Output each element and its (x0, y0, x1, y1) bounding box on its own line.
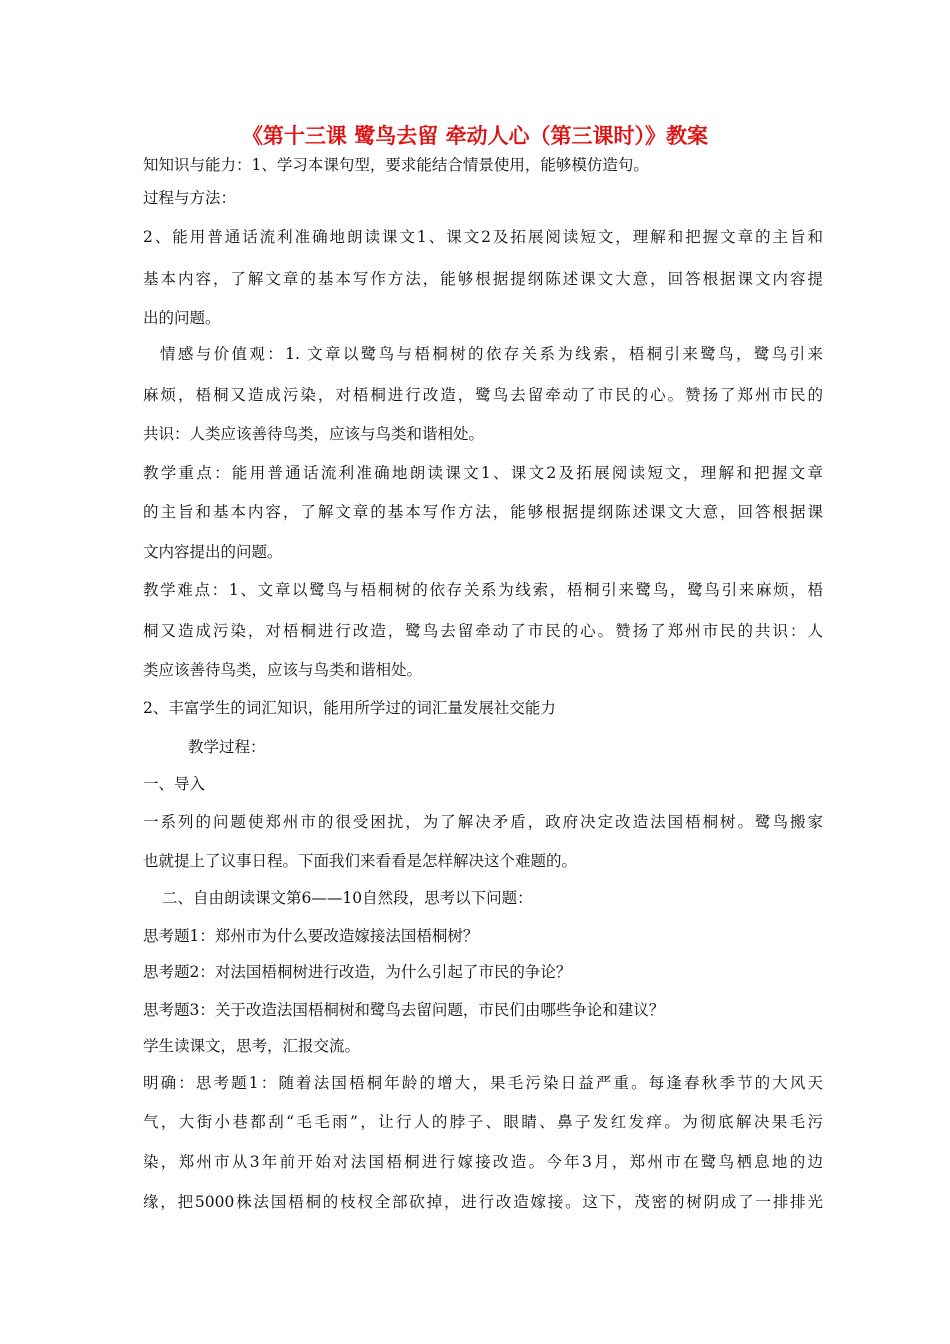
paragraph-line: 思考题3：关于改造法国梧桐树和鹭鸟去留问题，市民们由哪些争论和建议？ (143, 1001, 665, 1019)
paragraph-line: 也就提上了议事日程。下面我们来看看是怎样解决这个难题的。 (143, 852, 578, 870)
paragraph-line: 一、导入 (143, 775, 206, 793)
paragraph-line: 教学难点：1、文章以鹭鸟与梧桐树的依存关系为线索，梧桐引来鹭鸟，鹭鸟引来麻烦，梧 (143, 581, 823, 599)
paragraph-line: 共识：人类应该善待鸟类，应该与鸟类和谐相处。 (143, 425, 485, 443)
paragraph-line: 出的问题。 (143, 309, 221, 327)
paragraph-line: 2、能用普通话流利准确地朗读课文1、课文2及拓展阅读短文，理解和把握文章的主旨和 (143, 228, 823, 246)
paragraph-line: 类应该善待鸟类，应该与鸟类和谐相处。 (143, 661, 423, 679)
paragraph-line: 二、自由朗读课文第6——10自然段，思考以下问题： (162, 889, 533, 907)
paragraph-line: 一系列的问题使郑州市的很受困扰，为了解决矛盾，政府决定改造法国梧桐树。鹭鸟搬家 (143, 813, 823, 831)
paragraph-line: 的主旨和基本内容，了解文章的基本写作方法，能够根据提纲陈述课文大意，回答根据课 (143, 503, 823, 521)
paragraph-line: 2、丰富学生的词汇知识，能用所学过的词汇量发展社交能力 (143, 699, 556, 717)
paragraph-line: 知知识与能力：1、学习本课句型，要求能结合情景使用，能够模仿造句。 (143, 156, 649, 174)
paragraph-line: 思考题2：对法国梧桐树进行改造，为什么引起了市民的争论？ (143, 963, 572, 981)
paragraph-line: 教学过程： (188, 738, 266, 756)
paragraph-line: 情感与价值观：1. 文章以鹭鸟与梧桐树的依存关系为线索，梧桐引来鹭鸟，鹭鸟引来 (160, 345, 823, 363)
paragraph-line: 思考题1：郑州市为什么要改造嫁接法国梧桐树？ (143, 927, 479, 945)
paragraph-line: 染，郑州市从3年前开始对法国梧桐进行嫁接改造。今年3月，郑州市在鹭鸟栖息地的边 (143, 1153, 823, 1171)
paragraph-line: 缘，把5000株法国梧桐的枝杈全部砍掉，进行改造嫁接。这下，茂密的树阴成了一排排光 (143, 1193, 823, 1211)
document-title: 《第十三课 鹭鸟去留 牵动人心（第三课时）》教案 (241, 124, 709, 148)
paragraph-line: 教学重点：能用普通话流利准确地朗读课文1、课文2及拓展阅读短文，理解和把握文章 (143, 464, 823, 482)
paragraph-line: 麻烦，梧桐又造成污染，对梧桐进行改造，鹭鸟去留牵动了市民的心。赞扬了郑州市民的 (143, 386, 823, 404)
paragraph-line: 学生读课文，思考，汇报交流。 (143, 1037, 361, 1055)
paragraph-line: 文内容提出的问题。 (143, 543, 283, 561)
paragraph-line: 明确：思考题1：随着法国梧桐年龄的增大，果毛污染日益严重。每逢春秋季节的大风天 (143, 1074, 823, 1092)
paragraph-line: 基本内容，了解文章的基本写作方法，能够根据提纲陈述课文大意，回答根据课文内容提 (143, 270, 823, 288)
paragraph-line: 气，大街小巷都刮“毛毛雨”，让行人的脖子、眼睛、鼻子发红发痒。为彻底解决果毛污 (143, 1113, 823, 1131)
paragraph-line: 过程与方法： (143, 189, 237, 207)
paragraph-line: 桐又造成污染，对梧桐进行改造，鹭鸟去留牵动了市民的心。赞扬了郑州市民的共识：人 (143, 622, 823, 640)
